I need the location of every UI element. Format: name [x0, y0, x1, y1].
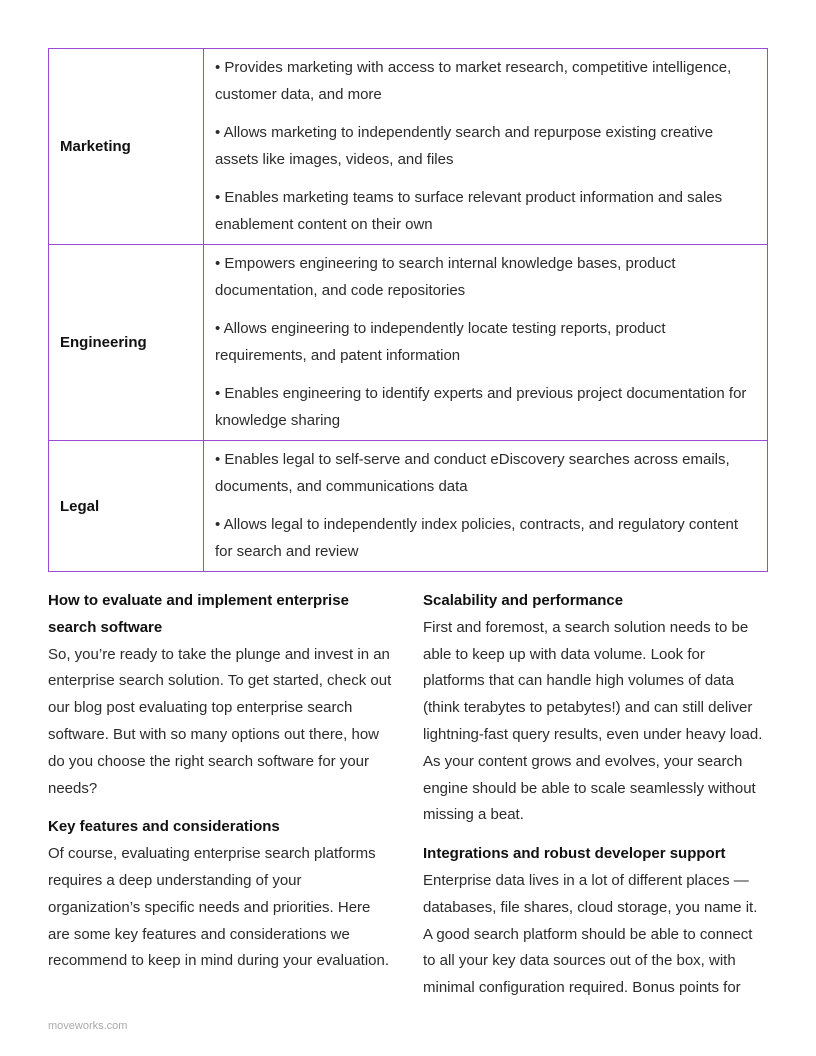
role-label: Marketing	[49, 49, 204, 245]
role-label: Legal	[49, 441, 204, 572]
section-heading: Scalability and performance	[423, 592, 624, 609]
bullet-point: • Allows marketing to independently search and repurpose existing creative assets like images, videos, and files	[215, 124, 714, 168]
section-body: Of course, evaluating enterprise search platforms requires a deep understanding of your organization’s specific needs and priorities. Here are some key features and considerations we recommend to keep in mind during your evaluation.	[48, 845, 390, 970]
role-points	[204, 49, 768, 245]
table-row	[49, 441, 768, 572]
table-row	[49, 49, 768, 245]
table-row	[49, 245, 768, 441]
bullet-point: • Allows engineering to independently locate testing reports, product requirements, and patent information	[215, 320, 666, 364]
bullet-point: • Provides marketing with access to market research, competitive intelligence, customer data, and more	[215, 59, 732, 103]
bullet-point: • Enables legal to self-serve and conduct eDiscovery searches across emails, documents, and communications data	[215, 451, 730, 495]
footer-url[interactable]: moveworks.com	[48, 1020, 128, 1032]
section-body: First and foremost, a search solution needs to be able to keep up with data volume. Look for platforms that can handle high volumes of data (think terabytes to petabytes!) and can still deliver lightning-fast query results, even under heavy load. As your content grows and evolves, your search engine should be able to scale seamlessly without missing a beat.	[423, 618, 763, 824]
role-points	[204, 245, 768, 441]
section-heading: Key features and considerations	[48, 818, 280, 836]
section-body: Enterprise data lives in a lot of different places — databases, file shares, cloud storage, you name it. A good search platform should be able to connect to all your key data sources out of the box, with minimal configuration required. Bonus points for	[423, 871, 758, 997]
left-column	[48, 588, 393, 987]
role-points	[204, 441, 768, 572]
bullet-point: • Empowers engineering to search internal knowledge bases, product documentation, and code repositories	[215, 255, 676, 299]
roles-table	[48, 48, 768, 572]
bullet-point: • Allows legal to independently index policies, contracts, and regulatory content for search and review	[215, 516, 739, 560]
section-heading: How to evaluate and implement enterprise search software	[48, 592, 349, 636]
bullet-point: • Enables engineering to identify experts and previous project documentation for knowledge sharing	[215, 385, 747, 429]
page	[48, 48, 768, 572]
section-heading: Integrations and robust developer support	[423, 845, 726, 863]
bullet-point: • Enables marketing teams to surface relevant product information and sales enablement content on their own	[215, 189, 723, 233]
section-body: So, you’re ready to take the plunge and invest in an enterprise search solution. To get started, check out our blog post evaluating top enterprise search software. But with so many options out there, how do you choose the right search software for your needs?	[48, 645, 392, 797]
right-column	[423, 588, 768, 1014]
role-label: Engineering	[49, 245, 204, 441]
